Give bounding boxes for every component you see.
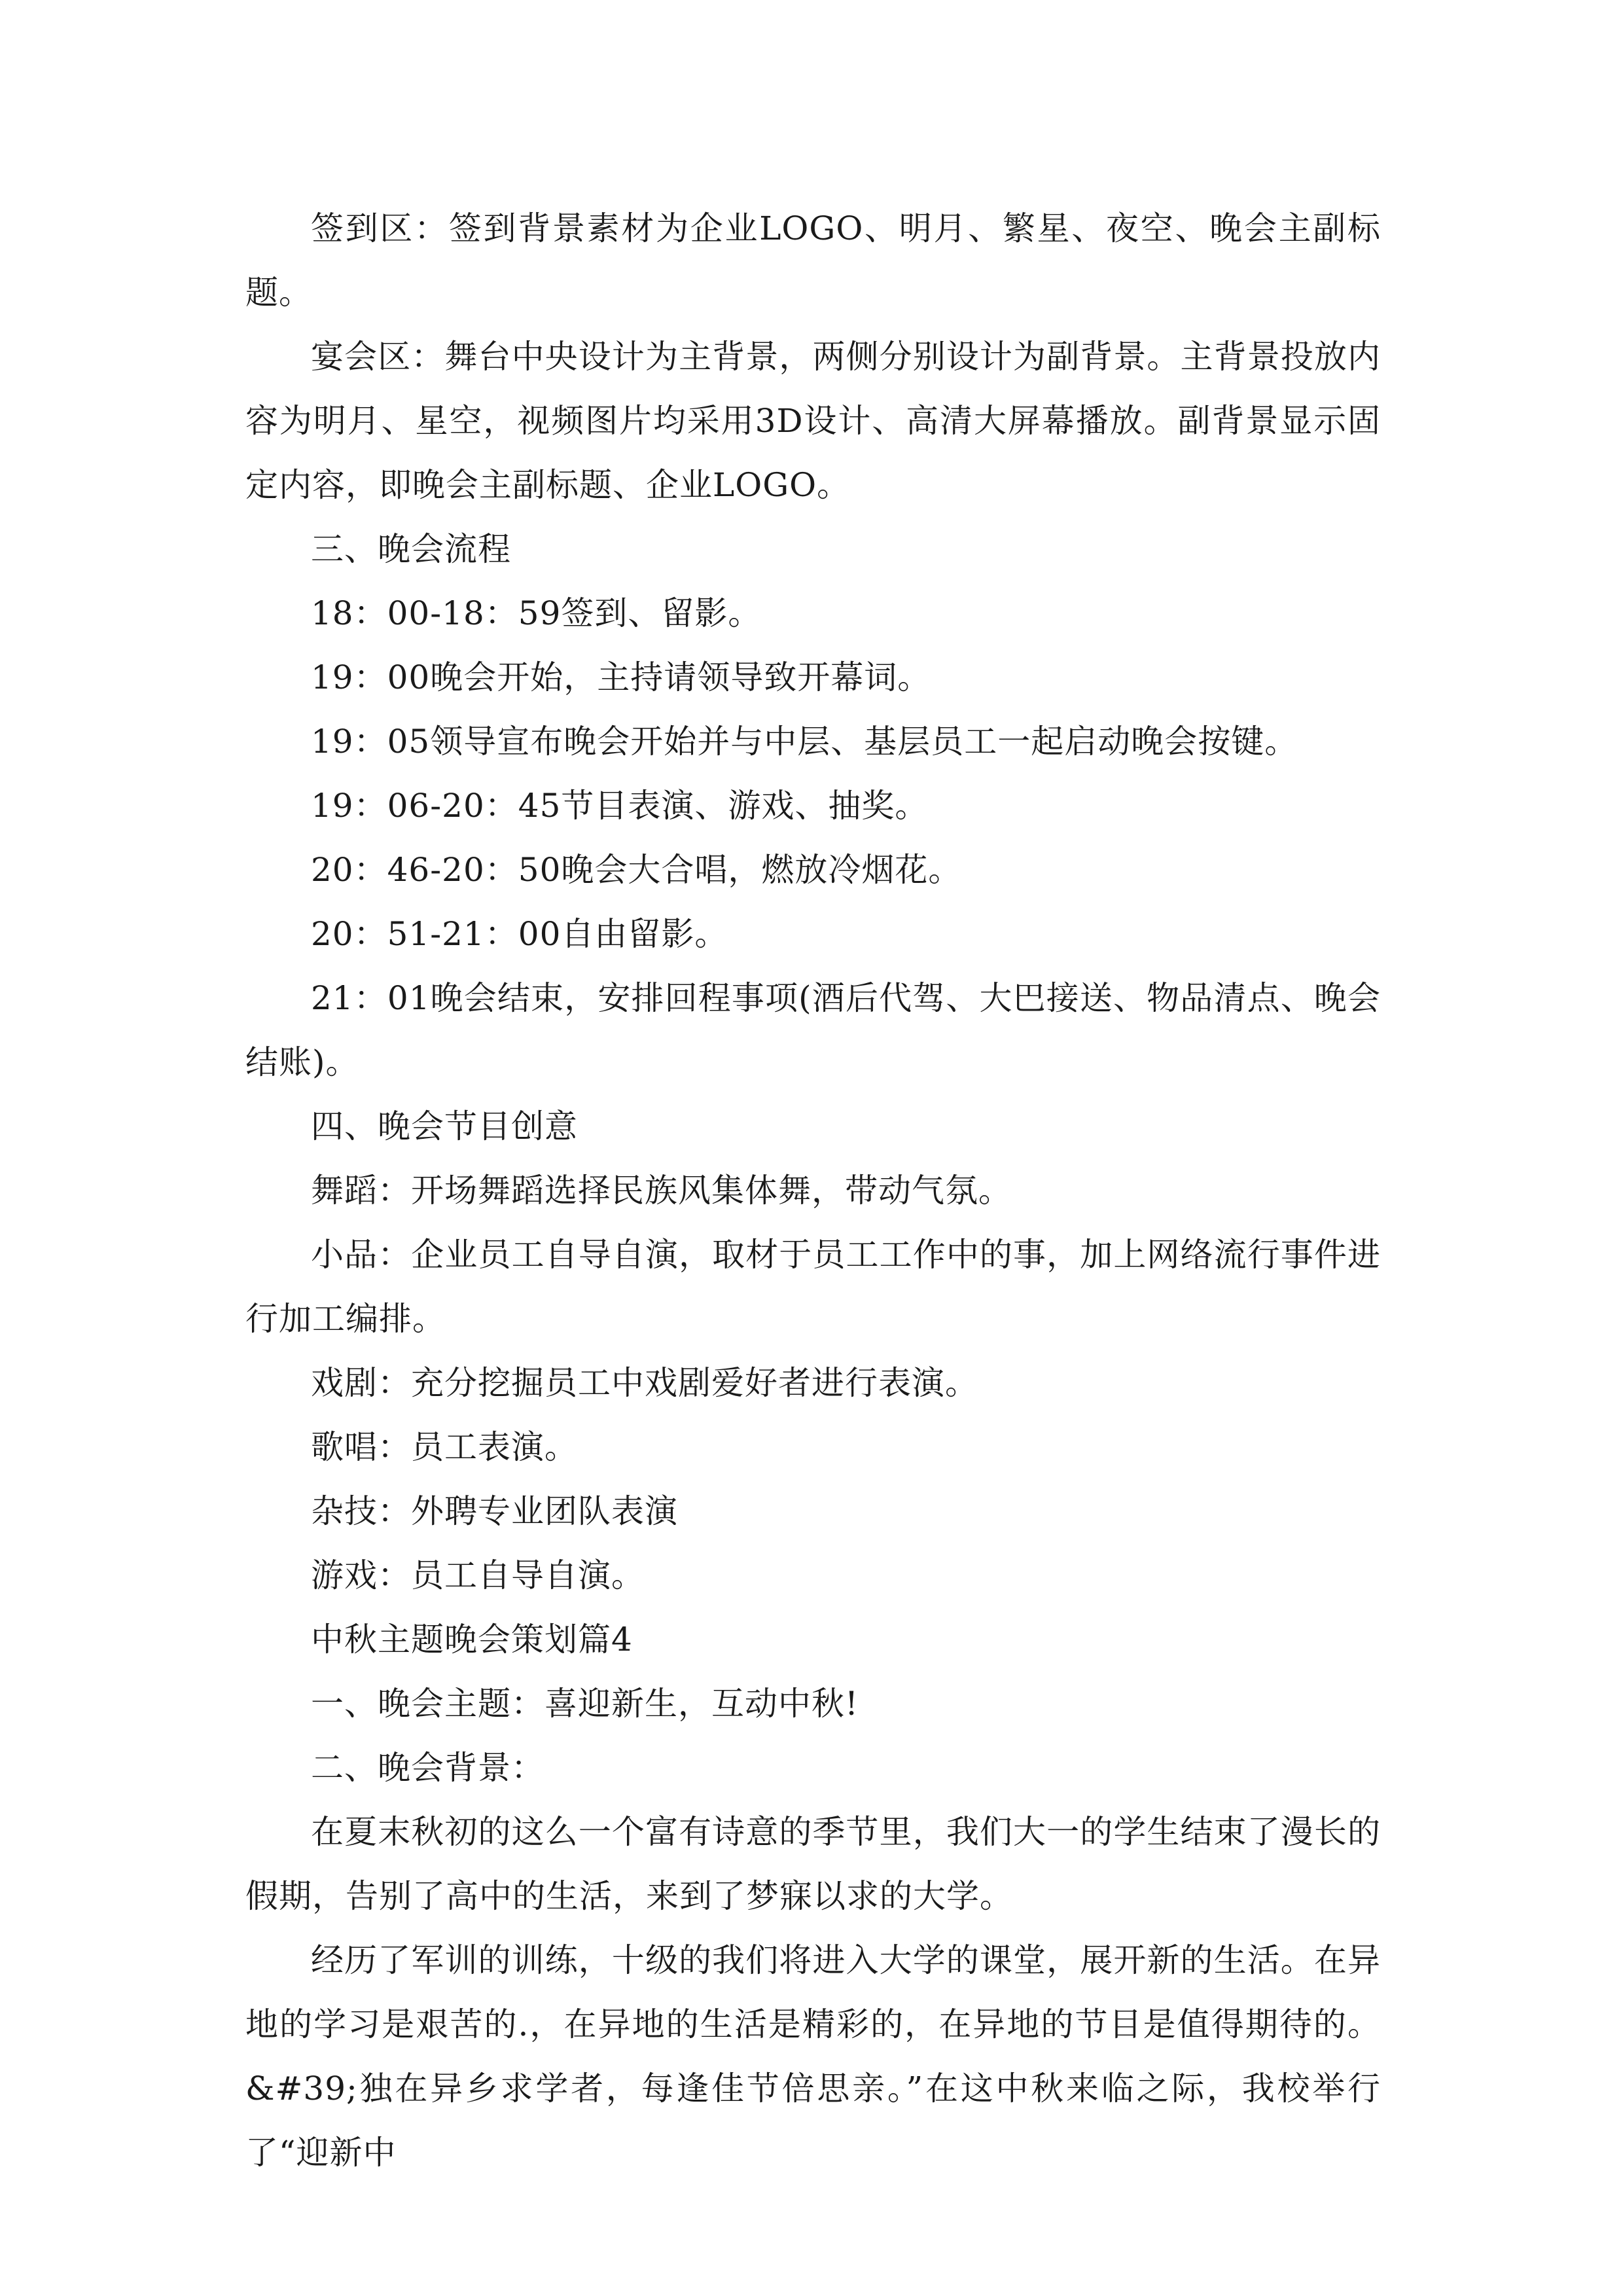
schedule-item: 19：00晚会开始，主持请领导致开幕词。 (311, 658, 931, 696)
schedule-item: 20：51-21：00自由留影。 (311, 915, 728, 953)
program-item-skit: 小品：企业员工自导自演，取材于员工工作中的事，加上网络流行事件进行加工编排。 (245, 1236, 1381, 1338)
program-item-dance: 舞蹈：开场舞蹈选择民族风集体舞，带动气氛。 (311, 1172, 1012, 1210)
schedule-item: 19：05领导宣布晚会开始并与中层、基层员工一起启动晚会按键。 (311, 723, 1298, 761)
heading-evening-background: 二、晚会背景： (311, 1749, 544, 1787)
section-title: 中秋主题晚会策划篇4 (311, 1621, 633, 1659)
paragraph-background-detail: 经历了军训的训练，十级的我们将进入大学的课堂，展开新的生活。在异地的学习是艰苦的.，在异地的生活是精彩的，在异地的节目是值得期待的。&#39;独在异乡求学者，每逢佳节倍思亲。”在这中秋来临之际，我校举行了“迎新中 (245, 1941, 1381, 2172)
program-item-drama: 戏剧：充分挖掘员工中戏剧爱好者进行表演。 (311, 1364, 978, 1402)
schedule-item: 21：01晚会结束，安排回程事项(酒后代驾、大巴接送、物品清点、晚会结账)。 (245, 979, 1381, 1081)
schedule-item: 20：46-20：50晚会大合唱，燃放冷烟花。 (311, 851, 962, 889)
paragraph-background-intro: 在夏末秋初的这么一个富有诗意的季节里，我们大一的学生结束了漫长的假期，告别了高中的生活，来到了梦寐以求的大学。 (245, 1813, 1381, 1915)
heading-evening-schedule: 三、晚会流程 (311, 530, 511, 568)
schedule-item: 18：00-18：59签到、留影。 (311, 594, 762, 632)
paragraph-banquet-area: 宴会区：舞台中央设计为主背景，两侧分别设计为副背景。主背景投放内容为明月、星空，视频图片均采用3D设计、高清大屏幕播放。副背景显示固定内容，即晚会主副标题、企业LOGO。 (245, 338, 1381, 504)
program-item-acrobatics: 杂技：外聘专业团队表演 (311, 1492, 678, 1530)
document-body (245, 196, 1381, 2185)
heading-evening-theme: 一、晚会主题：喜迎新生，互动中秋! (311, 1685, 859, 1723)
schedule-item: 19：06-20：45节目表演、游戏、抽奖。 (311, 787, 929, 825)
program-item-singing: 歌唱：员工表演。 (311, 1428, 578, 1466)
program-item-games: 游戏：员工自导自演。 (311, 1556, 645, 1594)
heading-program-ideas: 四、晚会节目创意 (311, 1107, 578, 1145)
paragraph-checkin-area: 签到区：签到背景素材为企业LOGO、明月、繁星、夜空、晚会主副标题。 (245, 209, 1381, 312)
